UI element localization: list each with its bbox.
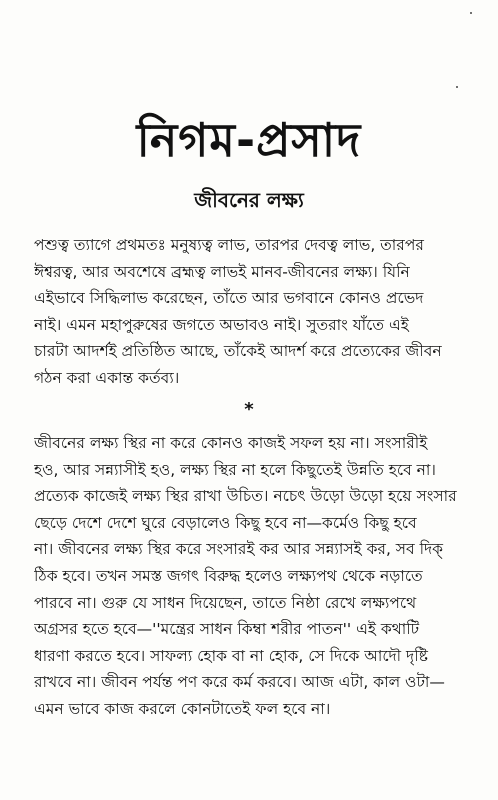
text-line: জীবনের লক্ষ্য স্থির না করে কোনও কাজই সফল হয় না। সংসারীই	[34, 434, 428, 452]
text-line: ঠিক হবে। তখন সমস্ত জগৎ বিরুদ্ধ হলেও লক্ষ্যপথ থেকে নড়াতে	[34, 566, 423, 585]
text-line: এইভাবে সিদ্ধিলাভ করেছেন, তাঁতে আর ভগবানে কোনও প্রভেদ	[34, 289, 424, 308]
text-line: রাখবে না। জীবন পর্যন্ত পণ করে কর্ম করবে। আজ এটা, কাল ওটা—	[34, 673, 445, 692]
paper-speck	[456, 86, 458, 88]
text-line: না। জীবনের লক্ষ্য স্থির করে সংসারই কর আর সন্ন্যাসই কর, সব দিক্	[34, 540, 444, 559]
text-line: ধারণা করতে হবে। সাফল্য হোক বা না হোক, সে দিকে আদৌ দৃষ্টি	[34, 646, 428, 665]
section-divider: *	[244, 399, 254, 420]
paragraph-1	[34, 232, 472, 392]
text-line: পশুত্ব ত্যাগে প্রথমতঃ মনুষ্যত্ব লাভ, তারপর দেবত্ব লাভ, তারপর	[34, 236, 424, 254]
section-heading: জীবনের লক্ষ্য	[194, 188, 304, 212]
text-line: নাই। এমন মহাপুরুষের জগতে অভাবও নাই। সুতরাং যাঁতে এই	[34, 315, 409, 334]
paper-speck	[470, 12, 472, 14]
text-line: ছেড়ে দেশে দেশে ঘুরে বেড়ালেও কিছু হবে না—কর্মেও কিছু হবে	[34, 513, 417, 532]
text-line: প্রত্যেক কাজেই লক্ষ্য স্থির রাখা উচিত। নচেৎ উড়ো উড়ো হয়ে সংসার	[34, 487, 457, 506]
text-line: হও, আর সন্ন্যাসীই হও, লক্ষ্য স্থির না হলে কিছুতেই উন্নতি হবে না।	[34, 460, 436, 479]
page-title: নিগম-প্রসাদ	[136, 113, 362, 167]
text-line: এমন ভাবে কাজ করলে কোনটাতেই ফল হবে না।	[34, 699, 331, 718]
text-line: গঠন করা একান্ত কর্তব্য।	[34, 368, 180, 387]
text-line: পারবে না। গুরু যে সাধন দিয়েছেন, তাতে নিষ্ঠা রেখে লক্ষ্যপথে	[34, 593, 417, 612]
paragraph-2	[34, 430, 472, 723]
text-line: চারটা আদর্শই প্রতিষ্ঠিত আছে, তাঁকেই আদর্শ করে প্রত্যেকের জীবন	[34, 342, 442, 361]
text-line: ঈশ্বরত্ব, আর অবশেষে ব্রহ্মত্ব লাভই মানব-জীবনের লক্ষ্য। যিনি	[34, 262, 410, 281]
text-line: অগ্রসর হতে হবে—''মন্ত্রের সাধন কিম্বা শরীর পাতন'' এই কথাটি	[34, 620, 420, 639]
